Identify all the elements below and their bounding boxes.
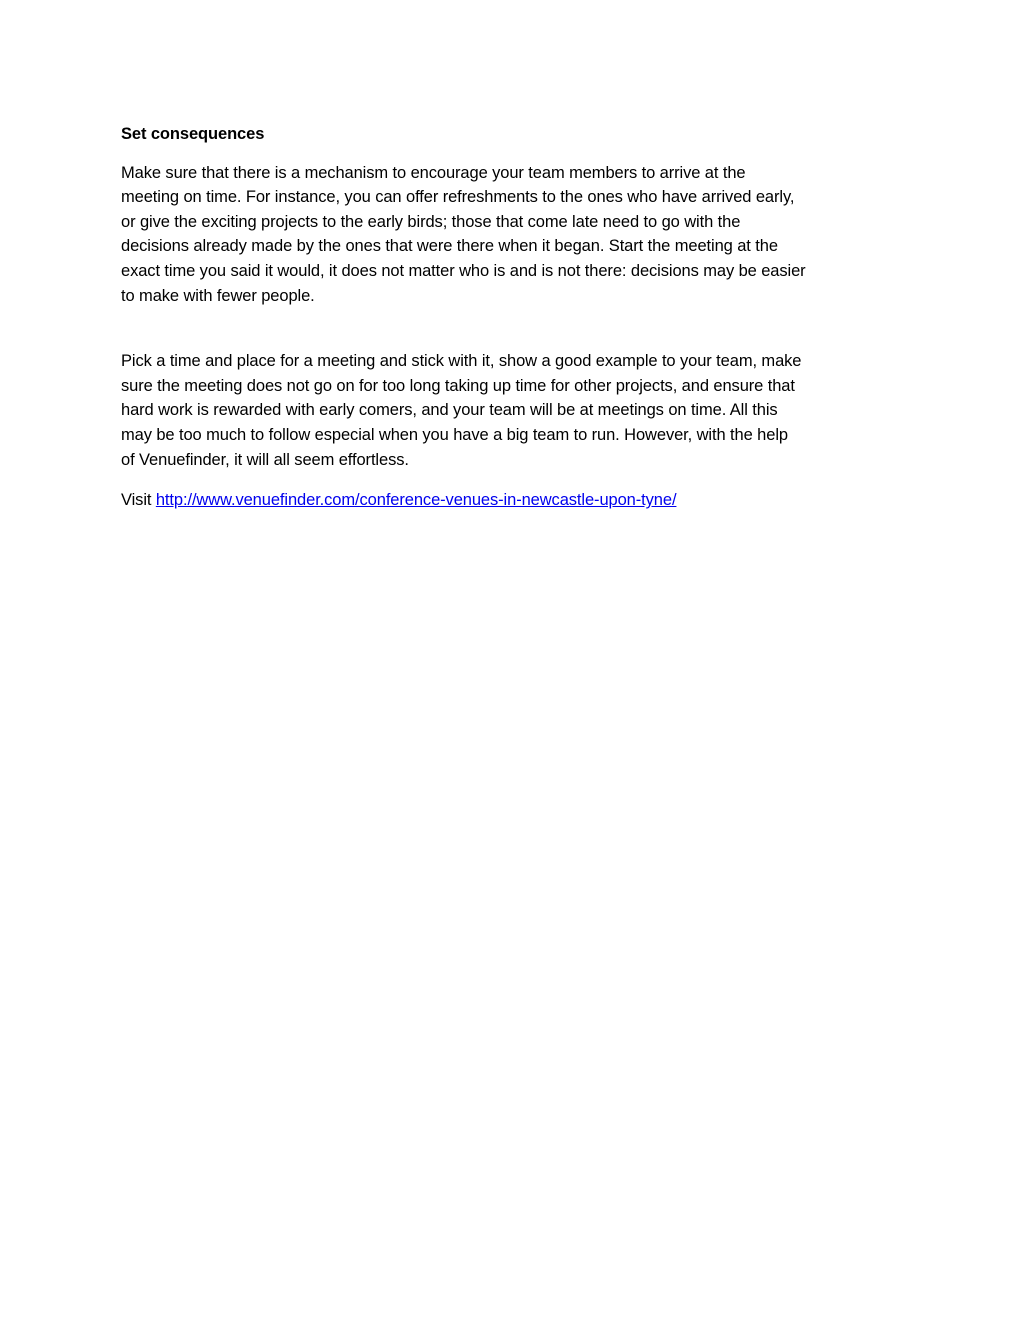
paragraph-line: of Venuefinder, it will all seem effortless. bbox=[121, 450, 409, 469]
paragraph-line: Make sure that there is a mechanism to encourage your team members to arrive at the bbox=[121, 163, 746, 182]
paragraph-summary bbox=[121, 349, 911, 472]
paragraph-line: hard work is rewarded with early comers, and your team will be at meetings on time. All this bbox=[121, 401, 778, 420]
paragraph-line: Pick a time and place for a meeting and stick with it, show a good example to your team, make bbox=[121, 352, 802, 371]
paragraph-line: sure the meeting does not go on for too long taking up time for other projects, and ensure that bbox=[121, 376, 795, 395]
paragraph-line: decisions already made by the ones that were there when it began. Start the meeting at the bbox=[121, 237, 778, 256]
document-body bbox=[121, 122, 911, 513]
paragraph-line: meeting on time. For instance, you can offer refreshments to the ones who have arrived early, bbox=[121, 188, 795, 207]
section-heading: Set consequences bbox=[121, 125, 265, 143]
paragraph-line: may be too much to follow especial when you have a big team to run. However, with the help bbox=[121, 425, 788, 444]
paragraph-line: or give the exciting projects to the early birds; those that come late need to go with the bbox=[121, 212, 741, 231]
venuefinder-link[interactable]: http://www.venuefinder.com/conference-venues-in-newcastle-upon-tyne/ bbox=[155, 491, 677, 510]
paragraph-consequences bbox=[121, 161, 911, 309]
paragraph-line: exact time you said it would, it does not matter who is and is not there: decisions may be easier bbox=[121, 261, 806, 280]
paragraph-line: to make with fewer people. bbox=[121, 286, 315, 305]
visit-prefix: Visit bbox=[121, 491, 156, 510]
visit-line bbox=[121, 488, 911, 513]
